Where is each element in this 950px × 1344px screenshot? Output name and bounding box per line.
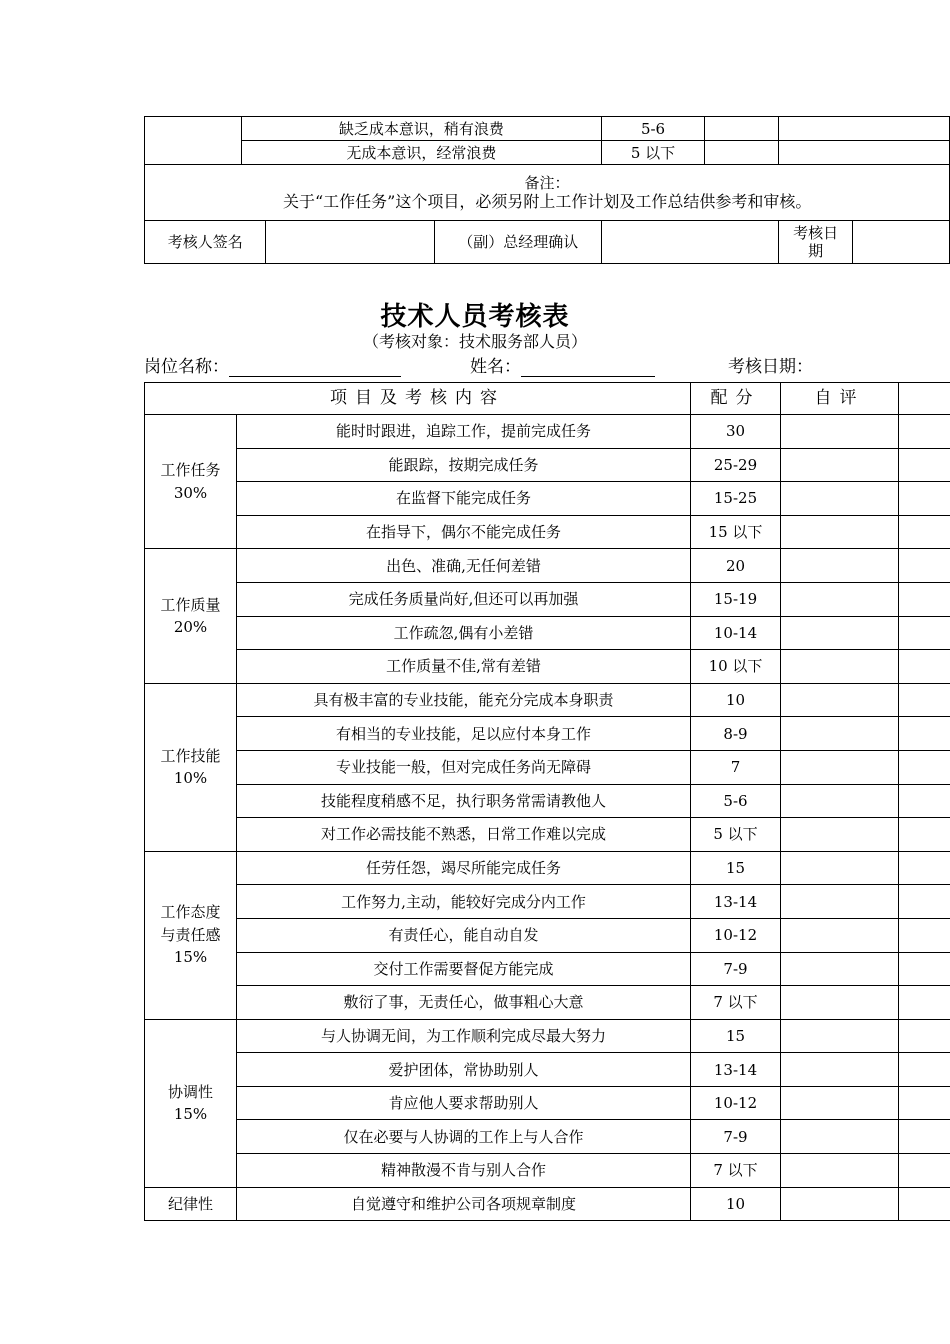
self-eval-cell[interactable]: [781, 448, 899, 482]
table-row: [145, 1053, 950, 1087]
table-row: [145, 818, 950, 852]
review-cell[interactable]: [899, 448, 950, 482]
table-row: [145, 986, 950, 1020]
self-eval-cell[interactable]: [781, 717, 899, 751]
table-row: [145, 885, 950, 919]
review-cell[interactable]: [899, 986, 950, 1020]
name-field: [470, 352, 655, 377]
review-cell[interactable]: [899, 650, 950, 684]
score-cell: 7-9: [691, 1120, 781, 1154]
page-subtitle: （考核对象：技术服务部人员）: [362, 332, 587, 351]
review-cell[interactable]: [899, 515, 950, 549]
score-cell: 5-6: [691, 784, 781, 818]
category-cell: [145, 851, 237, 1019]
category-weight: 30%: [173, 483, 208, 502]
review-cell[interactable]: [899, 818, 950, 852]
criteria-cell: 工作努力,主动，能较好完成分内工作: [237, 885, 691, 919]
score-cell: 13-14: [691, 1053, 781, 1087]
note-body: 关于“工作任务”这个项目，必须另附上工作计划及工作总结供参考和审核。: [283, 191, 812, 211]
note-row: [145, 165, 950, 221]
table-row: [145, 1187, 950, 1221]
header-item: 项目及考核内容: [145, 383, 691, 415]
note-title: 备注：: [524, 173, 570, 192]
table-row: [145, 582, 950, 616]
review-cell[interactable]: [899, 1187, 950, 1221]
table-row: [145, 482, 950, 516]
criteria-cell: 有相当的专业技能，足以应付本身工作: [237, 717, 691, 751]
self-eval-cell[interactable]: [781, 818, 899, 852]
criteria-cell: 在指导下，偶尔不能完成任务: [237, 515, 691, 549]
category-weight: 20%: [173, 618, 208, 637]
criteria-cell: 完成任务质量尚好,但还可以再加强: [237, 582, 691, 616]
name-label: 姓名：: [470, 357, 521, 377]
review-cell[interactable]: [779, 141, 950, 165]
score-cell: 30: [691, 415, 781, 449]
table-row: [145, 1154, 950, 1188]
date-field[interactable]: [853, 221, 950, 264]
table-row: [145, 1086, 950, 1120]
review-cell[interactable]: [899, 415, 950, 449]
criteria-cell: 对工作必需技能不熟悉，日常工作难以完成: [237, 818, 691, 852]
date-label: 考核日期: [779, 221, 853, 264]
review-cell[interactable]: [899, 750, 950, 784]
criteria-cell: 任劳任怨，竭尽所能完成任务: [237, 851, 691, 885]
review-cell[interactable]: [899, 1053, 950, 1087]
review-cell[interactable]: [899, 717, 950, 751]
sign-field[interactable]: [266, 221, 602, 264]
criteria-cell: 爱护团体，常协助别人: [237, 1053, 691, 1087]
self-eval-cell[interactable]: [781, 683, 899, 717]
review-cell[interactable]: [899, 885, 950, 919]
category-weight: 15%: [173, 948, 208, 967]
review-cell[interactable]: [899, 851, 950, 885]
table-row: [145, 952, 950, 986]
review-cell[interactable]: [899, 616, 950, 650]
cost-awareness-table: [144, 116, 950, 264]
table-row: [145, 141, 950, 165]
criteria-cell: 交付工作需要督促方能完成: [237, 952, 691, 986]
review-cell[interactable]: [899, 683, 950, 717]
self-eval-cell[interactable]: [781, 986, 899, 1020]
table-row: [145, 1019, 950, 1053]
criteria-cell: 精神散漫不肯与别人合作: [237, 1154, 691, 1188]
table-row: [145, 717, 950, 751]
sign-label: 考核人签名: [145, 221, 266, 264]
criteria-cell: 敷衍了事，无责任心，做事粗心大意: [237, 986, 691, 1020]
self-eval-cell[interactable]: [704, 141, 778, 165]
score-cell: 15: [691, 1019, 781, 1053]
category-cell: [145, 683, 237, 851]
self-eval-cell[interactable]: [781, 1053, 899, 1087]
criteria-cell: 仅在必要与人协调的工作上与人合作: [237, 1120, 691, 1154]
review-cell[interactable]: [899, 918, 950, 952]
note-cell: [145, 165, 950, 221]
score-cell: 10 以下: [691, 650, 781, 684]
review-cell[interactable]: [899, 952, 950, 986]
criteria-cell: 缺乏成本意识，稍有浪费: [241, 117, 601, 141]
criteria-cell: 肯应他人要求帮助别人: [237, 1086, 691, 1120]
header-extra: [899, 383, 950, 415]
score-cell: 10: [691, 1187, 781, 1221]
evaluation-table: [144, 382, 950, 1221]
table-row: [145, 784, 950, 818]
category-name: 工作态度与责任感: [160, 903, 221, 944]
score-cell: 15-19: [691, 582, 781, 616]
category-weight: 10%: [173, 769, 208, 788]
category-name: 工作技能: [160, 746, 221, 765]
table-row: [145, 683, 950, 717]
self-eval-cell[interactable]: [781, 1019, 899, 1053]
self-eval-cell[interactable]: [781, 750, 899, 784]
table-row: [145, 549, 950, 583]
self-eval-cell[interactable]: [781, 650, 899, 684]
score-cell: 13-14: [691, 885, 781, 919]
self-eval-cell[interactable]: [781, 582, 899, 616]
self-eval-cell[interactable]: [781, 918, 899, 952]
score-cell: 10-12: [691, 1086, 781, 1120]
table-row: [145, 918, 950, 952]
self-eval-cell[interactable]: [781, 549, 899, 583]
date-label: 考核日期：: [728, 357, 813, 377]
score-cell: 15-25: [691, 482, 781, 516]
self-eval-cell[interactable]: [781, 1154, 899, 1188]
criteria-cell: 工作质量不佳,常有差错: [237, 650, 691, 684]
position-input[interactable]: [229, 358, 401, 377]
criteria-cell: 工作疏忽,偶有小差错: [237, 616, 691, 650]
score-cell: 7 以下: [691, 986, 781, 1020]
review-cell[interactable]: [899, 549, 950, 583]
score-cell: 5-6: [602, 117, 705, 141]
category-name: 纪律性: [167, 1194, 213, 1213]
signature-row: [145, 221, 950, 264]
self-eval-cell[interactable]: [781, 784, 899, 818]
table-row: [145, 415, 950, 449]
review-cell[interactable]: [779, 117, 950, 141]
position-label: 岗位名称：: [144, 357, 229, 377]
score-cell: 5 以下: [602, 141, 705, 165]
self-eval-cell[interactable]: [781, 616, 899, 650]
category-cell: [145, 1019, 237, 1187]
score-cell: 15 以下: [691, 515, 781, 549]
criteria-cell: 有责任心，能自动自发: [237, 918, 691, 952]
score-cell: 5 以下: [691, 818, 781, 852]
score-cell: 10-14: [691, 616, 781, 650]
review-cell[interactable]: [899, 1086, 950, 1120]
category-cell: [145, 549, 237, 683]
table-row: [145, 117, 950, 141]
category-cell: [145, 117, 242, 165]
self-eval-cell[interactable]: [704, 117, 778, 141]
criteria-cell: 能跟踪，按期完成任务: [237, 448, 691, 482]
name-input[interactable]: [521, 358, 655, 377]
criteria-cell: 出色、准确,无任何差错: [237, 549, 691, 583]
score-cell: 7: [691, 750, 781, 784]
category-cell: [145, 415, 237, 549]
category-cell: [145, 1187, 237, 1221]
header-self-eval: 自评: [781, 383, 899, 415]
criteria-cell: 在监督下能完成任务: [237, 482, 691, 516]
score-cell: 7 以下: [691, 1154, 781, 1188]
criteria-cell: 自觉遵守和维护公司各项规章制度: [237, 1187, 691, 1221]
date-field-header: [728, 352, 813, 377]
criteria-cell: 能时时跟进，追踪工作，提前完成任务: [237, 415, 691, 449]
score-cell: 25-29: [691, 448, 781, 482]
category-name: 工作质量: [160, 595, 221, 614]
category-name: 工作任务: [160, 461, 221, 480]
page-title: 技术人员考核表: [380, 302, 570, 332]
self-eval-cell[interactable]: [781, 1086, 899, 1120]
header-score: 配分: [691, 383, 781, 415]
score-cell: 10-12: [691, 918, 781, 952]
review-cell[interactable]: [899, 784, 950, 818]
criteria-cell: 专业技能一般，但对完成任务尚无障碍: [237, 750, 691, 784]
score-cell: 20: [691, 549, 781, 583]
self-eval-cell[interactable]: [781, 885, 899, 919]
confirm-label: （副）总经理确认: [458, 233, 579, 251]
score-cell: 8-9: [691, 717, 781, 751]
self-eval-cell[interactable]: [781, 482, 899, 516]
self-eval-cell[interactable]: [781, 415, 899, 449]
review-cell[interactable]: [899, 1019, 950, 1053]
review-cell[interactable]: [899, 1154, 950, 1188]
review-cell[interactable]: [899, 482, 950, 516]
self-eval-cell[interactable]: [781, 1187, 899, 1221]
self-eval-cell[interactable]: [781, 1120, 899, 1154]
table-row: [145, 515, 950, 549]
criteria-cell: 无成本意识，经常浪费: [241, 141, 601, 165]
self-eval-cell[interactable]: [781, 515, 899, 549]
category-weight: 15%: [173, 1105, 208, 1124]
score-cell: 7-9: [691, 952, 781, 986]
category-name: 协调性: [167, 1082, 213, 1101]
table-row: [145, 1120, 950, 1154]
review-cell[interactable]: [899, 1120, 950, 1154]
criteria-cell: 具有极丰富的专业技能，能充分完成本身职责: [237, 683, 691, 717]
table-row: [145, 616, 950, 650]
self-eval-cell[interactable]: [781, 952, 899, 986]
score-cell: 10: [691, 683, 781, 717]
criteria-cell: 技能程度稍感不足，执行职务常需请教他人: [237, 784, 691, 818]
header-row: [145, 383, 950, 415]
table-row: [145, 650, 950, 684]
criteria-cell: 与人协调无间，为工作顺利完成尽最大努力: [237, 1019, 691, 1053]
score-cell: 15: [691, 851, 781, 885]
table-row: [145, 448, 950, 482]
confirm-field[interactable]: [602, 221, 779, 264]
table-row: [145, 750, 950, 784]
position-field: [144, 352, 401, 377]
table-row: [145, 851, 950, 885]
review-cell[interactable]: [899, 582, 950, 616]
self-eval-cell[interactable]: [781, 851, 899, 885]
